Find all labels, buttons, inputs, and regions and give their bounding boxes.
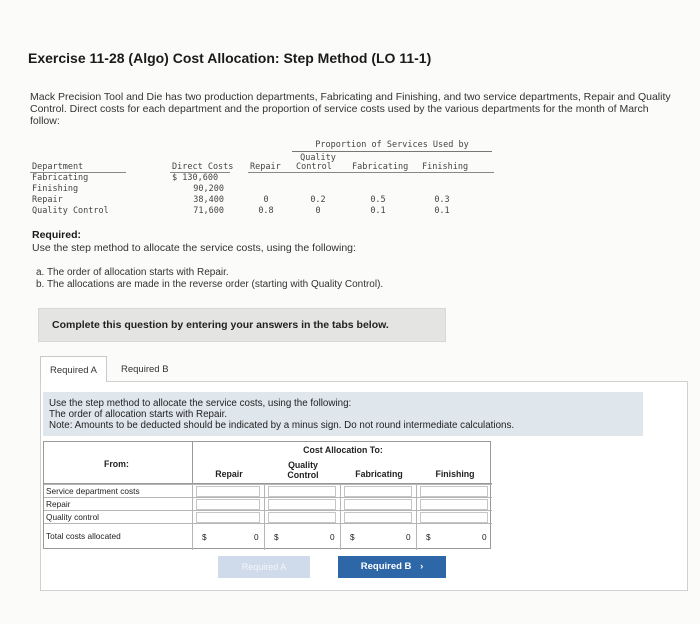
cost-allocation-to-header: Cost Allocation To:: [303, 445, 383, 455]
row-total-costs: Total costs allocated $ 0 $ 0 $ 0 $ 0: [44, 523, 492, 550]
input-quality-finishing[interactable]: [420, 512, 488, 523]
allocation-header-row: [44, 442, 492, 484]
row-repair-label: Repair: [32, 195, 63, 205]
row-finishing-cost: 90,200: [193, 184, 224, 194]
tab-required-a[interactable]: Required A: [40, 356, 107, 382]
row-repair: Repair: [44, 497, 492, 510]
next-button-required-b[interactable]: Required B ›: [338, 556, 446, 578]
col-header-finishing: Finishing: [422, 162, 469, 172]
proportion-group-header: Proportion of Services Used by: [292, 140, 492, 152]
total-quality-value: 0: [330, 532, 335, 542]
col-header-repair: Repair: [250, 162, 281, 172]
required-list: [36, 267, 383, 291]
input-quality-quality[interactable]: [268, 512, 336, 523]
col-header-quality-control: Control: [296, 162, 332, 172]
required-label: Required:: [32, 229, 82, 241]
required-item-a: a. The order of allocation starts with Repair.: [36, 267, 229, 278]
input-repair-repair[interactable]: [196, 499, 260, 510]
instruction-line-1: Use the step method to allocate the service costs, using the following:: [49, 398, 352, 409]
input-quality-repair[interactable]: [196, 512, 260, 523]
row-quality-finishing: 0.1: [434, 206, 450, 216]
total-repair-value: 0: [254, 532, 259, 542]
col-finishing: Finishing: [435, 469, 475, 479]
instruction-note: Note: Amounts to be deducted should be indicated by a minus sign. Do not round intermediate calculations.: [49, 420, 515, 431]
row-fabricating-label: Fabricating: [32, 173, 89, 183]
input-repair-finishing[interactable]: [420, 499, 488, 510]
row-quality-cost: 71,600: [193, 206, 224, 216]
total-quality-currency: $: [274, 532, 279, 542]
total-fabricating-currency: $: [350, 532, 355, 542]
allocation-to-group: [192, 442, 492, 484]
col-header-department: Department: [32, 162, 84, 172]
row-quality-fabricating: 0.1: [370, 206, 386, 216]
department-data-table: [30, 138, 490, 224]
row-quality-control: Quality control: [44, 510, 492, 523]
total-fabricating-value: 0: [406, 532, 411, 542]
instruction-line-2: The order of allocation starts with Repair.: [49, 409, 228, 420]
row-repair-repair: 0: [263, 195, 269, 205]
col-header-direct-costs: Direct Costs: [172, 162, 234, 172]
col-header-fabricating: Fabricating: [352, 162, 409, 172]
from-label: From:: [104, 459, 129, 469]
cost-allocation-table: [43, 441, 491, 549]
chevron-right-icon: ›: [420, 561, 424, 572]
input-service-repair[interactable]: [196, 486, 260, 497]
total-finishing-currency: $: [426, 532, 431, 542]
required-section: [32, 229, 356, 255]
required-text: Use the step method to allocate the service costs, using the following:: [32, 242, 356, 254]
required-item-b: b. The allocations are made in the reverse order (starting with Quality Control).: [36, 279, 384, 290]
input-quality-fabricating[interactable]: [344, 512, 412, 523]
page-title: Exercise 11-28 (Algo) Cost Allocation: Step Method (LO 11-1): [28, 50, 432, 66]
input-service-fabricating[interactable]: [344, 486, 412, 497]
row-repair-fabricating: 0.5: [370, 195, 386, 205]
col-quality-control: Quality Control: [287, 460, 319, 480]
input-repair-quality[interactable]: [268, 499, 336, 510]
tab-required-b[interactable]: Required B: [121, 364, 169, 375]
input-service-quality[interactable]: [268, 486, 336, 497]
instructions-box: [43, 392, 643, 436]
problem-intro: Mack Precision Tool and Die has two production departments, Fabricating and Finishing, and two service departments, Repair and Quality Control. Direct costs for each department and the proportion of service costs used by the various departments for the month of March follow:: [30, 91, 671, 127]
row-finishing-label: Finishing: [32, 184, 79, 194]
prev-button-required-a[interactable]: Required A: [218, 556, 310, 578]
input-repair-fabricating[interactable]: [344, 499, 412, 510]
quality-header-line1: Quality: [300, 153, 336, 163]
total-repair-currency: $: [202, 532, 207, 542]
row-quality-repair: 0.8: [258, 206, 274, 216]
row-quality-label: Quality Control: [32, 206, 109, 216]
row-service-costs: Service department costs: [44, 484, 492, 497]
row-quality-quality: 0: [315, 206, 321, 216]
col-repair: Repair: [215, 469, 243, 479]
row-repair-finishing: 0.3: [434, 195, 450, 205]
col-fabricating: Fabricating: [355, 469, 403, 479]
row-fabricating-cost: $ 130,600: [172, 173, 219, 183]
input-service-finishing[interactable]: [420, 486, 488, 497]
complete-question-banner: Complete this question by entering your answers in the tabs below.: [38, 308, 446, 342]
total-finishing-value: 0: [482, 532, 487, 542]
row-repair-cost: 38,400: [193, 195, 224, 205]
row-repair-quality: 0.2: [310, 195, 326, 205]
